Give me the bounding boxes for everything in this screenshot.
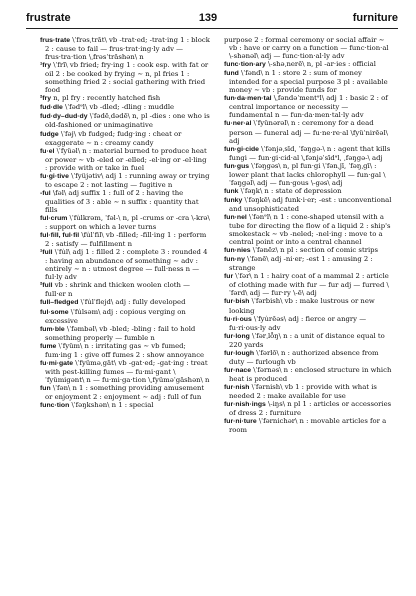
dictionary-entry <box>40 172 210 189</box>
entry-headword: fu·mi·gate <box>40 359 74 367</box>
entry-definition: \ˈfənē\ adj -ni·er; -est 1 : amusing 2 : strange <box>229 255 373 273</box>
entry-headword: fun·nies <box>224 247 251 255</box>
entry-headword: fun·nel <box>224 213 247 221</box>
dictionary-entry <box>224 366 394 383</box>
entry-definition: \ˈfərbish\ vb : make lustrous or new looking <box>229 297 375 315</box>
entry-headword: func·tion·ary <box>224 61 266 69</box>
dictionary-entry <box>224 60 394 69</box>
dictionary-entry <box>224 417 394 434</box>
entry-headword: funk <box>224 187 239 195</box>
dictionary-entry <box>224 255 394 272</box>
entry-headword: ¹full <box>40 249 53 257</box>
dictionary-entry <box>224 196 394 213</box>
right-guide-word: furniture <box>352 12 398 24</box>
entry-definition: \ˈfəmbəl\ vb -bled; -bling : fail to hold something properly — fumble n <box>45 324 196 342</box>
dictionary-entry <box>224 213 394 246</box>
entry-definition: \ˈfyüməˌgāt\ vb -gat·ed; -gat·ing : treat with pest-killing fumes — fu·mi·gant \ˈfyümigənt\ n — fu·mi·ga·tion \ˌfyüməˈgāshən\ n <box>45 358 210 384</box>
entry-definition: \-iŋs\ n pl 1 : articles or accessories of dress 2 : furniture <box>229 400 392 418</box>
entry-headword: fun·da·men·tal <box>224 95 272 103</box>
entry-definition: \ˈfu̇l\ adj 1 : filled 2 : complete 3 : rounded 4 : having an abundance of something ∼ adv : entirely ∼ n : utmost degree — full·ness n — ful·ly adv <box>45 248 208 282</box>
entry-definition: \ˌfəndəˈmentᵊl\ adj 1 : basic 2 : of central importance or necessity — fundamental n — fun·da·men·tal·ly adv <box>229 94 388 120</box>
entry-headword: fur·nace <box>224 366 252 374</box>
dictionary-entry <box>224 332 394 349</box>
entry-headword: fudge <box>40 130 59 138</box>
dictionary-entry <box>40 308 210 325</box>
entry-definition: \ˈfən\ n 1 : something providing amusement or enjoyment 2 : enjoyment ∼ adj : full of fun <box>45 383 205 401</box>
dictionary-entry <box>224 272 394 297</box>
entry-headword: ¹fry <box>40 62 52 70</box>
entry-headword: fun <box>40 384 51 392</box>
dictionary-entry <box>224 69 394 94</box>
entry-headword: ful·crum <box>40 214 68 222</box>
page-header <box>18 12 398 26</box>
entry-definition: \ˈfu̇lkrəm, ˈfəl-\ n, pl -crums or -cra \-krə\ : support on which a lever turns <box>45 213 210 232</box>
dictionary-entry <box>224 187 394 196</box>
left-column <box>40 36 210 592</box>
entry-headword: full–fledged <box>40 299 79 307</box>
entry-headword: funky <box>224 196 243 204</box>
entry-definition: \ˈfəŋk\ n : state of depression <box>238 186 342 195</box>
entry-headword: fu·ri·ous <box>224 315 252 323</box>
dictionary-entry <box>40 325 210 342</box>
entry-headword: fur·bish <box>224 298 250 306</box>
entry-definition: n, pl fry : recently hatched fish <box>51 94 161 103</box>
entry-definition: \ˈfu̇lˈflejd\ adj : fully developed <box>78 298 186 307</box>
entry-headword: fun·gi·cide <box>224 145 259 153</box>
dictionary-entry <box>40 342 210 359</box>
entry-headword: -ful <box>40 189 51 197</box>
dictionary-entry <box>224 315 394 332</box>
entry-definition: \ˈfənjəˌsīd, ˈfəŋgə-\ n : agent that kills fungi — fun·gi·cid·al \ˌfənjəˈsīdᵊl, ˌfəŋgə-\ adj <box>229 144 391 162</box>
entry-headword: ²full <box>40 282 53 290</box>
dictionary-entry <box>224 297 394 314</box>
dictionary-entry <box>224 36 394 60</box>
entry-definition: purpose 2 : formal ceremony or social affair ∼ vb : have or carry on a function — func·tion·al \-shənəl\ adj — func·tion·al·ly adv <box>224 36 389 61</box>
entry-headword: ²fry <box>40 95 52 103</box>
entry-definition: \ˈfu̇lsəm\ adj : copious verging on excessive <box>45 307 186 325</box>
entry-headword: ful·fill, ful·fil <box>40 232 80 240</box>
entry-headword: fur <box>224 273 234 281</box>
dictionary-entry <box>40 147 210 172</box>
dictionary-entry <box>40 384 210 401</box>
entry-definition: \ˈfrəsˌtrāt\ vb -trat·ed; -trat·ing 1 : block 2 : cause to fail — frus·trat·ing·ly adv — frus·tra·tion \ˌfrəsˈtrāshən\ n <box>45 36 210 62</box>
entry-definition: \fəl\ adj suffix 1 : full of 2 : having the qualities of 3 : able ∼ n suffix : quantity that fills <box>45 188 199 214</box>
entry-headword: fur·long <box>224 332 250 340</box>
entry-definition: \ˈfərlō\ n : authorized absence from duty — furlough vb <box>229 348 379 366</box>
entry-definition: \ˈfyünərəl\ n : ceremony for a dead person — funeral adj — fu·ne·re·al \fyüˈnirēəl\ adj <box>229 119 388 145</box>
dictionary-entry <box>224 162 394 187</box>
entry-definition: \ˈfrī\ vb fried; fry·ing 1 : cook esp. with fat or oil 2 : be cooked by frying ∼ n, pl fries 1 : something fried 2 : social gathering with fried food <box>45 61 209 95</box>
right-column <box>224 36 394 592</box>
dictionary-entry <box>224 246 394 255</box>
dictionary-entry <box>40 248 210 281</box>
entry-headword: fur·nish·ings <box>224 401 266 409</box>
entry-definition: \ˈfər\ n 1 : hairy coat of a mammal 2 : article of clothing made with fur — fur adj — furred \ˈfərd\ adj — fur·ry \-ē\ adj <box>229 272 389 298</box>
entry-headword: fur·ni·ture <box>224 418 257 426</box>
entry-definition: \ˈfədēˌdədē\ n, pl -dies : one who is old-fashioned or unimaginative <box>45 112 210 130</box>
dictionary-entry <box>40 36 210 61</box>
entry-headword: fun·gus <box>224 162 250 170</box>
entry-definition: \ˈfəŋkē\ adj funk·i·er; -est : unconventional and unsophisticated <box>229 195 392 213</box>
entry-definition: \ˈfəj\ vb fudged; fudg·ing : cheat or exaggerate ∼ n : creamy candy <box>45 129 182 147</box>
entry-definition: \ˈfərnichər\ n : movable articles for a room <box>229 417 387 435</box>
entry-definition: \ˈfərˌlo̊ŋ\ n : a unit of distance equal to 220 yards <box>229 331 385 349</box>
entry-definition: \ˈfənd\ n 1 : store 2 : sum of money intended for a special purpose 3 pl : available money ∼ vb : provide funds for <box>229 69 388 95</box>
entry-headword: fu·gi·tive <box>40 172 69 180</box>
dictionary-entry <box>40 281 210 298</box>
dictionary-entry <box>224 145 394 162</box>
entry-definition: \ˈfyüjətiv\ adj 1 : running away or trying to escape 2 : not lasting — fugitive n <box>45 171 210 189</box>
entry-definition: \ˈfənēz\ n pl : section of comic strips <box>250 246 379 255</box>
entry-headword: fum·ble <box>40 325 65 333</box>
entry-headword: fur·lough <box>224 349 255 357</box>
entry-headword: fume <box>40 342 57 350</box>
dictionary-entry <box>40 231 210 248</box>
entry-headword: fun·ny <box>224 256 245 264</box>
entry-definition: \ˈfərnish\ vb 1 : provide with what is needed 2 : make available for use <box>229 382 377 400</box>
entry-headword: frus·trate <box>40 37 71 44</box>
dictionary-entry <box>40 359 210 384</box>
page-number: 139 <box>198 12 218 24</box>
dictionary-entry <box>224 349 394 366</box>
entry-headword: fu·ner·al <box>224 120 252 128</box>
dictionary-entry <box>40 103 210 112</box>
entry-headword: fud·dle <box>40 104 63 112</box>
entry-definition: \ˈfərnəs\ n : enclosed structure in which heat is produced <box>229 365 392 383</box>
entry-definition: \ˈfyüəl\ n : material burned to produce heat or power ∼ vb -eled or -elled; -el·ing or -el·ling : provide with or take in fuel <box>45 146 207 172</box>
entry-definition: \ˈfyu̇rēəs\ adj : fierce or angry — fu·ri·ous·ly adv <box>229 314 367 332</box>
entry-definition: \ˈfədᵊl\ vb -dled; -dling : muddle <box>62 103 175 112</box>
entry-definition: \ˈfyüm\ n : irritating gas ∼ vb fumed; fum·ing 1 : give off fumes 2 : show annoyance <box>45 341 205 359</box>
dictionary-entry <box>40 94 210 103</box>
dictionary-entry <box>224 94 394 119</box>
dictionary-entry <box>40 298 210 307</box>
dictionary-entry <box>40 214 210 231</box>
dictionary-entry <box>224 119 394 144</box>
entry-definition: vb : shrink and thicken woolen cloth — full·er n <box>45 281 190 299</box>
dictionary-entry <box>40 61 210 94</box>
dictionary-entry <box>224 400 394 417</box>
dictionary-entry <box>40 130 210 147</box>
entry-definition: \fu̇lˈfil\ vb -filled; -fill·ing 1 : perform 2 : satisfy — fulfillment n <box>45 231 207 249</box>
header-rule <box>26 28 398 29</box>
dictionary-entry <box>40 401 210 410</box>
dictionary-entry <box>40 189 210 214</box>
entry-headword: ful·some <box>40 308 69 316</box>
entry-definition: \ˈfəŋkshən\ n 1 : special <box>69 401 154 410</box>
entry-definition: \ˈfəŋgəs\ n, pl fun·gi \ˈfənˌjī, ˈfəŋˌgī\ : lower plant that lacks chlorophyll — fun·gal \ˈfəŋgəl\ adj — fun·gous \-gəs\ adj <box>229 161 386 187</box>
left-guide-word: frustrate <box>26 12 71 24</box>
entry-headword: fud·dy–dud·dy <box>40 113 88 121</box>
entry-definition: \ˈfənᵊl\ n 1 : cone-shaped utensil with a tube for directing the flow of a liquid 2 : ship's smokestack ∼ vb -neled; -nel·ing : move to a central point or into a central channel <box>229 212 391 247</box>
entry-definition: \-shəˌnerē\ n, pl -ar·ies : official <box>265 60 376 69</box>
entry-headword: fu·el <box>40 147 55 155</box>
entry-headword: fur·nish <box>224 383 250 391</box>
dictionary-entry <box>224 383 394 400</box>
entry-headword: func·tion <box>40 402 70 410</box>
dictionary-entry <box>40 112 210 129</box>
entry-headword: fund <box>224 70 239 78</box>
